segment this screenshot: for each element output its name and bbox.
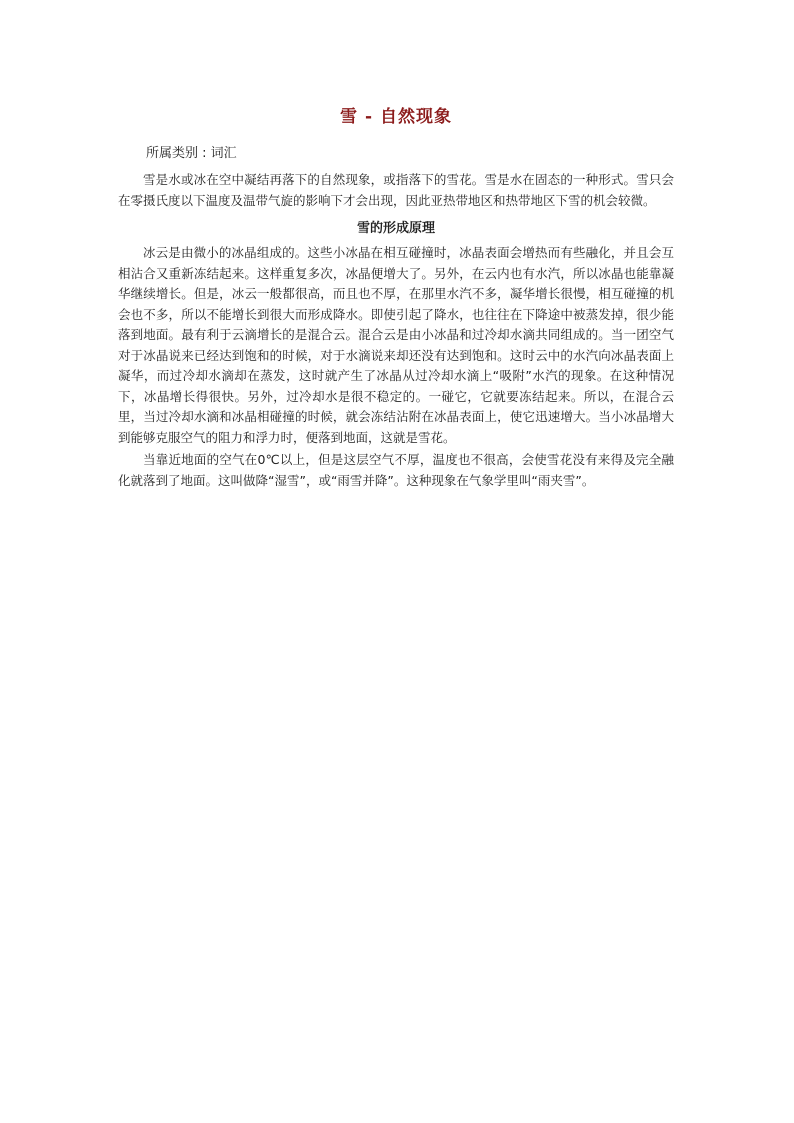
page-title: 雪 - 自然现象 [340,107,452,127]
formation-paragraph: 冰云是由微小的冰晶组成的。这些小冰晶在相互碰撞时，冰晶表面会增热而有些融化，并且会互相沾合又重新冻结起来。这样重复多次，冰晶便增大了。另外，在云内也有水汽，所以冰晶也能靠凝华继续增长。但是，冰云一般都很高，而且也不厚，在那里水汽不多，凝华增长很慢，相互碰撞的机会也不多，所以不能增长到很大而形成降水。即使引起了降水，也往往在下降途中被蒸发掉，很少能落到地面。最有利于云滴增长的是混合云。混合云是由小冰晶和过冷却水滴共同组成的。当一团空气对于冰晶说来已经达到饱和的时候，对于水滴说来却还没有达到饱和。这时云中的水汽向冰晶表面上凝华，而过冷却水滴却在蒸发，这时就产生了冰晶从过冷却水滴上“吸附”水汽的现象。在这种情况下，冰晶增长得很快。另外，过冷却水是很不稳定的。一碰它，它就要冻结起来。所以，在混合云里，当过冷却水滴和冰晶相碰撞的时候，就会冻结沾附在冰晶表面上，使它迅速增大。当小冰晶增大到能够克服空气的阻力和浮力时，便落到地面，这就是雪花。 [118,245,674,445]
sleet-paragraph: 当靠近地面的空气在0℃以上，但是这层空气不厚，温度也不很高，会使雪花没有来得及完全融化就落到了地面。这叫做降“湿雪”，或“雨雪并降”。这种现象在气象学里叫“雨夹雪”。 [118,452,674,488]
category-line: 所属类别 : 词汇 [146,146,237,161]
section-heading: 雪的形成原理 [356,221,435,236]
document-page [118,104,674,493]
intro-paragraph: 雪是水或冰在空中凝结再落下的自然现象，或指落下的雪花。雪是水在固态的一种形式。雪只会在零摄氏度以下温度及温带气旋的影响下才会出现，因此亚热带地区和热带地区下雪的机会较微。 [118,172,674,208]
